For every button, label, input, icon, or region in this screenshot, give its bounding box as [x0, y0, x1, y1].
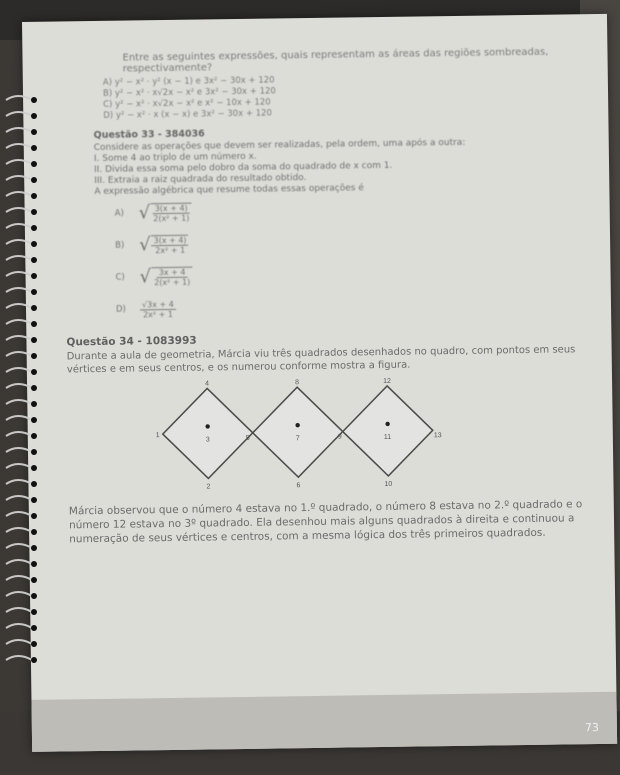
label-1: 1 — [155, 432, 160, 440]
spiral-binding — [0, 0, 42, 771]
q33-options — [104, 191, 606, 326]
radical-expression-a — [139, 203, 192, 224]
coil-icon — [6, 656, 32, 660]
label-10: 10 — [384, 480, 393, 488]
label-12: 12 — [383, 377, 391, 385]
q33-statement — [93, 136, 605, 198]
coil-icon — [6, 304, 32, 308]
label-8: 8 — [295, 379, 300, 387]
radical-expression-b — [139, 235, 189, 256]
squares-diagram — [147, 374, 549, 500]
binding-hole-icon — [31, 289, 37, 295]
binding-hole-icon — [31, 417, 37, 423]
binding-hole-icon — [31, 433, 37, 439]
squares-figure — [147, 373, 609, 499]
binding-hole-icon — [31, 353, 37, 359]
square-3 — [342, 385, 433, 476]
binding-hole-icon — [31, 257, 37, 263]
binding-hole-icon — [31, 625, 37, 631]
notebook-page — [22, 14, 617, 752]
binding-hole-icon — [31, 481, 37, 487]
binding-hole-icon — [31, 305, 37, 311]
page-number: 73 — [584, 721, 599, 735]
q34-text: Durante a aula de geometria, Márcia viu três quadrados desenhados no quadro, com pontos em seus vértices e em seus centros, e os numerou conforme mostra a figura. — [66, 344, 576, 376]
coil-icon — [6, 112, 32, 116]
label-9: 9 — [337, 433, 342, 441]
binding-hole-icon — [31, 497, 37, 503]
fraction-c-den: 2(x² + 1) — [154, 277, 191, 288]
coil-icon — [6, 208, 32, 212]
coil-icon — [6, 160, 32, 164]
q33-statement-line-4: III. Extraia a raiz quadrada do resultado obtido. — [94, 173, 307, 187]
intro-option-d: D) y² − x² · x (x − x) e 3x² − 30x + 120 — [103, 108, 272, 121]
binding-hole-icon — [31, 385, 37, 391]
fraction-a — [151, 203, 191, 224]
binding-hole-icon — [31, 641, 37, 647]
q34-title: Questão 34 - 1083993 — [66, 334, 197, 349]
fraction-d — [140, 299, 176, 318]
intro-option-c: C) y² − x² · x√2x − x² e x² − 10x + 120 — [103, 97, 271, 110]
coil-icon — [6, 512, 32, 516]
page-content — [66, 46, 609, 546]
binding-hole-icon — [31, 465, 37, 471]
binding-hole-icon — [31, 337, 37, 343]
q33-option-d — [116, 287, 606, 326]
binding-hole-icon — [31, 193, 37, 199]
q33-statement-line-5: A expressão algébrica que resume todas essas operações é — [94, 183, 364, 198]
q33-option-label-c: C) — [115, 272, 125, 283]
coil-icon — [6, 432, 32, 436]
label-2: 2 — [206, 483, 211, 491]
coil-icon — [6, 352, 32, 356]
coil-icon — [6, 464, 32, 468]
fraction-d-den: 2x² + 1 — [142, 309, 174, 319]
label-11: 11 — [383, 433, 392, 441]
label-13: 13 — [433, 432, 442, 440]
square-1 — [162, 388, 253, 479]
binding-hole-icon — [31, 449, 37, 455]
coil-icon — [6, 96, 32, 100]
square-2 — [252, 387, 343, 478]
binding-hole-icon — [31, 209, 37, 215]
radical-icon: √ — [138, 202, 151, 224]
binding-hole-icon — [31, 657, 37, 663]
coil-icon — [6, 624, 32, 628]
coil-icon — [6, 224, 32, 228]
binding-hole-icon — [31, 577, 37, 583]
q33-option-label-a: A) — [114, 208, 124, 219]
coil-icon — [6, 640, 32, 644]
binding-hole-icon — [31, 529, 37, 535]
coil-icon — [6, 496, 32, 500]
coil-icon — [6, 288, 32, 292]
coil-icon — [6, 448, 32, 452]
q33-title: Questão 33 - 384036 — [93, 128, 205, 142]
expression-d — [140, 299, 176, 318]
intro-option-b: B) y² − x² · x√2x − x² e 3x² − 30x + 120 — [102, 86, 276, 99]
coil-icon — [6, 576, 32, 580]
binding-hole-icon — [31, 561, 37, 567]
q33-statement-line-3: II. Divida essa soma pelo dobro da soma do quadrado de x com 1. — [94, 160, 393, 176]
q33-statement-line-2: I. Some 4 ao triplo de um número x. — [93, 151, 257, 165]
radical-icon: √ — [139, 266, 152, 288]
q33-option-label-b: B) — [115, 240, 125, 251]
binding-hole-icon — [31, 225, 37, 231]
coil-icon — [6, 368, 32, 372]
coil-icon — [6, 336, 32, 340]
radical-icon: √ — [138, 234, 151, 256]
q34-final-text: Márcia observou que o número 4 estava no 1.º quadrado, o número 8 estava no 2.º quadrado e o número 12 estava no 3º quadrado. Ela desenhou mais alguns quadrados à direita e continuou a numeração de seus vértices e centros, com a mesma lógica dos três primeiros quadrados. — [68, 498, 583, 546]
coil-icon — [6, 400, 32, 404]
label-4: 4 — [205, 380, 210, 388]
binding-hole-icon — [31, 401, 37, 407]
page-footer — [31, 692, 617, 752]
coil-icon — [6, 176, 32, 180]
coil-icon — [6, 592, 32, 596]
binding-hole-icon — [31, 513, 37, 519]
binding-hole-icon — [31, 593, 37, 599]
binding-hole-icon — [31, 113, 37, 119]
binding-hole-icon — [31, 129, 37, 135]
binding-hole-icon — [31, 241, 37, 247]
binding-hole-icon — [31, 545, 37, 551]
coil-icon — [6, 560, 32, 564]
coil-icon — [6, 128, 32, 132]
label-6: 6 — [296, 482, 301, 490]
label-3: 3 — [205, 436, 210, 444]
q33-statement-line-1: Considere as operações que devem ser realizadas, pela ordem, uma após a outra: — [93, 137, 466, 154]
intro-text: Entre as seguintes expressões, quais representam as áreas das regiões sombreadas, respectivamente? — [122, 46, 549, 75]
coil-icon — [6, 272, 32, 276]
coil-icon — [6, 144, 32, 148]
coil-icon — [6, 384, 32, 388]
binding-hole-icon — [31, 273, 37, 279]
radical-expression-c — [139, 267, 192, 288]
binding-hole-icon — [31, 161, 37, 167]
fraction-c-num: 3x + 4 — [157, 268, 188, 278]
coil-icon — [6, 240, 32, 244]
spiral-binding-icon — [0, 0, 42, 771]
label-5: 5 — [245, 434, 250, 442]
coil-icon — [6, 544, 32, 548]
binding-hole-icon — [31, 177, 37, 183]
fraction-a-num: 3(x + 4) — [153, 204, 190, 215]
binding-hole-icon — [31, 321, 37, 327]
label-7: 7 — [295, 435, 300, 443]
coil-icon — [6, 416, 32, 420]
fraction-d-num: √3x + 4 — [140, 299, 176, 309]
fraction-b — [151, 235, 188, 256]
q33-option-label-d: D) — [115, 304, 126, 315]
fraction-b-num: 3(x + 4) — [151, 236, 188, 247]
intro-block — [102, 46, 603, 122]
fraction-c — [152, 267, 192, 288]
fraction-a-den: 2(x² + 1) — [153, 213, 190, 224]
coil-icon — [6, 528, 32, 532]
binding-hole-icon — [31, 145, 37, 151]
binding-hole-icon — [31, 97, 37, 103]
coil-icon — [6, 256, 32, 260]
coil-icon — [6, 480, 32, 484]
coil-icon — [6, 192, 32, 196]
coil-icon — [6, 320, 32, 324]
intro-option-a: A) y² − x² · y² (x − 1) e 3x² − 30x + 120 — [102, 75, 275, 88]
binding-hole-icon — [31, 609, 37, 615]
fraction-b-den: 2x² + 1 — [155, 245, 186, 256]
coil-icon — [6, 608, 32, 612]
binding-hole-icon — [31, 369, 37, 375]
